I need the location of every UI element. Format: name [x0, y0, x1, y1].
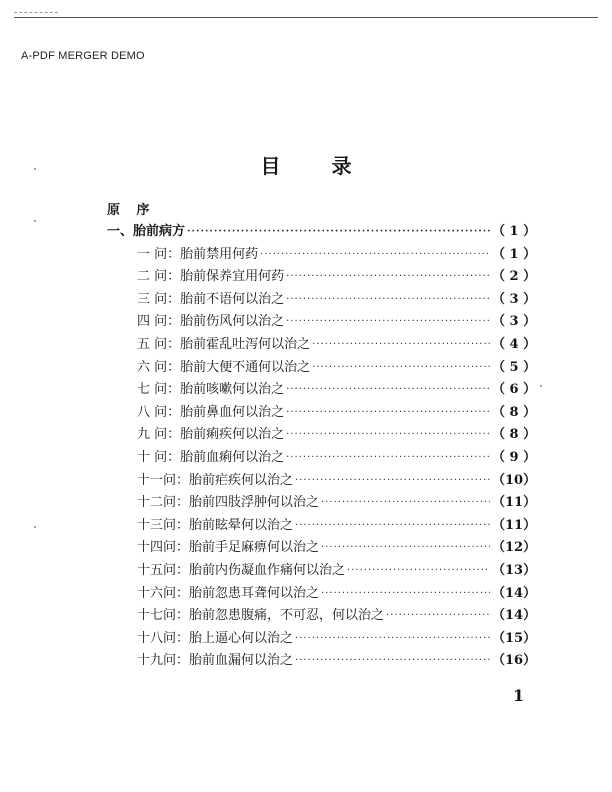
dot-leader — [321, 588, 490, 601]
question-number: 七 问： — [137, 382, 181, 398]
scan-speck — [34, 526, 36, 528]
question-number: 九 问： — [137, 427, 181, 443]
question-number: 十 问： — [137, 450, 181, 465]
dot-leader — [295, 520, 490, 533]
entry-title: 胎前伤风何以治之 — [180, 314, 285, 330]
page-ref: （ 4 ） — [492, 337, 537, 352]
dot-leader — [347, 565, 490, 578]
top-dash-mark — [14, 12, 58, 13]
entry-title: 胎前忽患腹痛，不可忍，何以治之 — [189, 608, 385, 624]
entry-title: 胎前不语何以治之 — [180, 291, 285, 307]
page-ref: （ 9 ） — [492, 450, 537, 465]
toc-entry-row[interactable] — [137, 490, 536, 510]
page-ref: （15） — [492, 630, 537, 646]
entry-title: 胎前鼻血何以治之 — [180, 404, 285, 420]
toc-entry-row[interactable] — [137, 377, 536, 397]
toc-entry-row[interactable] — [137, 242, 536, 262]
entry-title: 胎前疟疾何以治之 — [189, 472, 294, 488]
entry-title: 胎前四肢浮肿何以治之 — [189, 495, 320, 511]
question-number: 一 问： — [137, 246, 181, 262]
page-ref: （14） — [492, 608, 537, 624]
dot-leader — [286, 452, 490, 465]
toc-entry-row[interactable] — [137, 468, 536, 488]
question-number: 三 问： — [137, 291, 181, 307]
entry-title: 胎前眩晕何以治之 — [189, 517, 294, 533]
dot-leader — [295, 633, 490, 646]
toc-entry-row[interactable] — [137, 603, 536, 623]
toc-entry-row[interactable] — [137, 264, 536, 284]
toc-entry-row[interactable] — [137, 287, 536, 307]
toc-entry-row[interactable] — [137, 400, 536, 420]
question-number: 十一问： — [137, 472, 190, 488]
question-number: 四 问： — [137, 314, 181, 330]
toc-entry-row[interactable] — [137, 422, 536, 442]
page-ref: （ 8 ） — [492, 404, 537, 420]
entry-title: 胎上逼心何以治之 — [189, 630, 294, 646]
question-number: 五 问： — [137, 337, 181, 352]
toc-entry-row[interactable] — [137, 648, 536, 668]
page-ref: （13） — [492, 563, 537, 578]
question-number: 十四问： — [137, 540, 190, 556]
page-ref: （ 2 ） — [492, 269, 537, 285]
toc-entry-row[interactable] — [137, 626, 536, 646]
question-number: 十六问： — [137, 585, 190, 601]
dot-leader — [312, 339, 490, 352]
entry-title: 胎前血漏何以治之 — [189, 653, 294, 669]
scan-speck — [34, 220, 36, 222]
question-number: 八 问： — [137, 404, 181, 420]
question-number: 十九问： — [137, 653, 190, 669]
page-ref: （14） — [492, 585, 537, 601]
dot-leader — [295, 655, 490, 668]
page-ref: （16） — [492, 653, 537, 669]
toc-section-row[interactable] — [107, 219, 536, 239]
scan-speck — [540, 385, 542, 387]
toc-entry-row[interactable] — [137, 513, 536, 533]
page-ref: （11） — [492, 517, 537, 533]
toc-entry-row[interactable] — [137, 332, 536, 352]
entry-title: 胎前禁用何药 — [180, 246, 259, 262]
entry-title: 胎前痢疾何以治之 — [180, 427, 285, 443]
entry-title: 胎前保养宜用何药 — [180, 269, 285, 285]
page-ref: （ 1 ） — [492, 224, 537, 239]
question-number: 十三问： — [137, 517, 190, 533]
dot-leader — [260, 249, 490, 262]
scan-speck — [34, 168, 36, 170]
page-ref: （ 3 ） — [492, 291, 537, 307]
page-ref: （ 8 ） — [492, 427, 537, 443]
dot-leader — [286, 407, 490, 420]
toc-entry-row[interactable] — [137, 309, 536, 329]
page-ref: （11） — [492, 495, 537, 511]
dot-leader — [321, 542, 490, 555]
dot-leader — [286, 384, 490, 397]
dot-leader — [286, 271, 490, 284]
page-ref: （ 5 ） — [492, 359, 537, 375]
preface-heading: 原 序 — [107, 203, 156, 218]
question-number: 二 问： — [137, 269, 181, 285]
question-number: 十七问： — [137, 608, 190, 624]
dot-leader — [295, 475, 490, 488]
entry-title: 胎前内伤凝血作痛何以治之 — [189, 563, 346, 578]
page-title: 目 录 — [260, 154, 374, 178]
toc-entry-row[interactable] — [137, 581, 536, 601]
page-ref: （ 3 ） — [492, 314, 537, 330]
dot-leader — [286, 294, 490, 307]
question-number: 十二问： — [137, 495, 190, 511]
question-number: 六 问： — [137, 359, 181, 375]
question-number: 十五问： — [137, 563, 190, 578]
watermark-text: A-PDF MERGER DEMO — [21, 50, 145, 62]
dot-leader — [286, 316, 490, 329]
toc-entry-row[interactable] — [137, 535, 536, 555]
page-ref: （10） — [492, 472, 537, 488]
dot-leader — [286, 429, 490, 442]
dot-leader — [321, 497, 490, 510]
dot-leader — [187, 226, 490, 239]
toc-entry-row[interactable] — [137, 445, 536, 465]
entry-title: 胎前忽患耳聋何以治之 — [189, 585, 320, 601]
page-number: 1 — [513, 686, 525, 705]
entry-title: 胎前血痢何以治之 — [180, 450, 285, 465]
entry-title: 胎前大便不通何以治之 — [180, 359, 311, 375]
page-ref: （ 6 ） — [492, 382, 537, 398]
top-rule — [14, 17, 598, 18]
entry-title: 胎前手足麻痹何以治之 — [189, 540, 320, 556]
page-ref: （ 1 ） — [492, 246, 537, 262]
page-ref: （12） — [492, 540, 537, 556]
section-title: 一、胎前病方 — [107, 224, 186, 239]
entry-title: 胎前咳嗽何以治之 — [180, 382, 285, 398]
toc-entry-row[interactable] — [137, 558, 536, 578]
question-number: 十八问： — [137, 630, 190, 646]
entry-title: 胎前霍乱吐泻何以治之 — [180, 337, 311, 352]
toc-entry-row[interactable] — [137, 355, 536, 375]
dot-leader — [386, 610, 490, 623]
dot-leader — [312, 362, 490, 375]
